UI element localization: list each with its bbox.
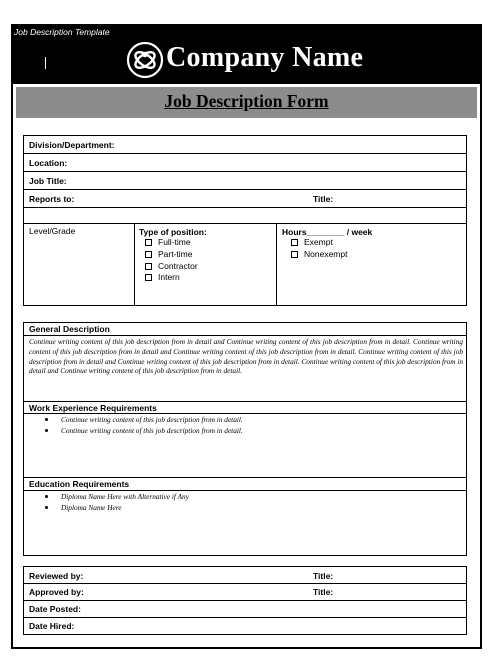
hours-per-week-label: Hours________ / week (282, 227, 373, 237)
checkbox-box (291, 239, 298, 246)
form-title-bar (16, 87, 477, 118)
checkbox-label: Intern (158, 272, 180, 282)
education-list (44, 491, 459, 513)
divider (23, 171, 467, 172)
reviewed-by-label: Reviewed by: (29, 571, 84, 581)
bullet-icon (45, 418, 48, 421)
approved-title-label: Title: (313, 587, 334, 597)
divider (23, 617, 467, 618)
location-label: Location: (29, 158, 68, 168)
divider (23, 600, 467, 601)
education-heading: Education Requirements (29, 479, 130, 489)
checkbox-label: Nonexempt (304, 249, 348, 259)
checkbox-label: Part-time (158, 249, 193, 259)
checkbox-box (145, 239, 152, 246)
bullet-icon (45, 506, 48, 509)
date-posted-label: Date Posted: (29, 604, 81, 614)
divider (23, 223, 467, 224)
company-name: Company Name (166, 42, 364, 73)
exempt-checkbox[interactable] (291, 237, 333, 247)
approved-by-label: Approved by: (29, 587, 84, 597)
checkbox-label: Contractor (158, 261, 198, 271)
list-item-text: Continue writing content of this job description from in detail. (61, 415, 243, 424)
divider (23, 335, 467, 336)
reports-title-label: Title: (313, 194, 334, 204)
general-description-heading: General Description (29, 324, 110, 334)
checkbox-label: Exempt (304, 237, 333, 247)
list-item-text: Diploma Name Here with Alternative if Any (61, 492, 189, 501)
divider (276, 223, 277, 306)
divider (23, 401, 467, 402)
bullet-icon (45, 495, 48, 498)
type-of-position-label: Type of position: (139, 227, 207, 237)
list-item-text: Continue writing content of this job description from in detail. (61, 426, 243, 435)
form-title: Job Description Form (164, 91, 329, 111)
reports-to-label: Reports to: (29, 194, 75, 204)
checkbox-box (145, 263, 152, 270)
checkbox-box (291, 251, 298, 258)
divider (23, 477, 467, 478)
contractor-checkbox[interactable] (145, 261, 198, 271)
list-item-text: Diploma Name Here (61, 503, 122, 512)
template-label: Job Description Template (14, 27, 110, 37)
date-hired-label: Date Hired: (29, 621, 75, 631)
job-title-label: Job Title: (29, 176, 67, 186)
text-cursor-mark (45, 57, 46, 69)
atom-logo-icon (126, 41, 164, 79)
general-description-text[interactable]: Continue writing content of this job description from in detail and Continue writing content of this job description from in detail. Continue writing content of this job description from in detail and Continue writing content of this job description from in detail. Continue writing content of this job description from in detail and Continue writing content of this job description from in detail. Continue writing content of this job description from in detail and Continue writing content of this job description from in detail. (29, 337, 463, 376)
part-time-checkbox[interactable] (145, 249, 192, 259)
info-block (23, 135, 467, 306)
bullet-icon (45, 429, 48, 432)
reviewed-title-label: Title: (313, 571, 334, 581)
divider (23, 207, 467, 208)
divider (23, 189, 467, 190)
nonexempt-checkbox[interactable] (291, 249, 347, 259)
list-item[interactable] (44, 425, 459, 436)
division-label: Division/Department: (29, 140, 115, 150)
list-item[interactable] (44, 502, 459, 513)
work-experience-heading: Work Experience Requirements (29, 403, 157, 413)
divider (134, 223, 135, 306)
intern-checkbox[interactable] (145, 272, 180, 282)
work-experience-list (44, 414, 459, 436)
list-item[interactable] (44, 491, 459, 502)
divider (23, 153, 467, 154)
full-time-checkbox[interactable] (145, 237, 191, 247)
checkbox-box (145, 274, 152, 281)
checkbox-label: Full-time (158, 237, 191, 247)
level-grade-label: Level/Grade (29, 226, 76, 236)
divider (23, 583, 467, 584)
list-item[interactable] (44, 414, 459, 425)
checkbox-box (145, 251, 152, 258)
